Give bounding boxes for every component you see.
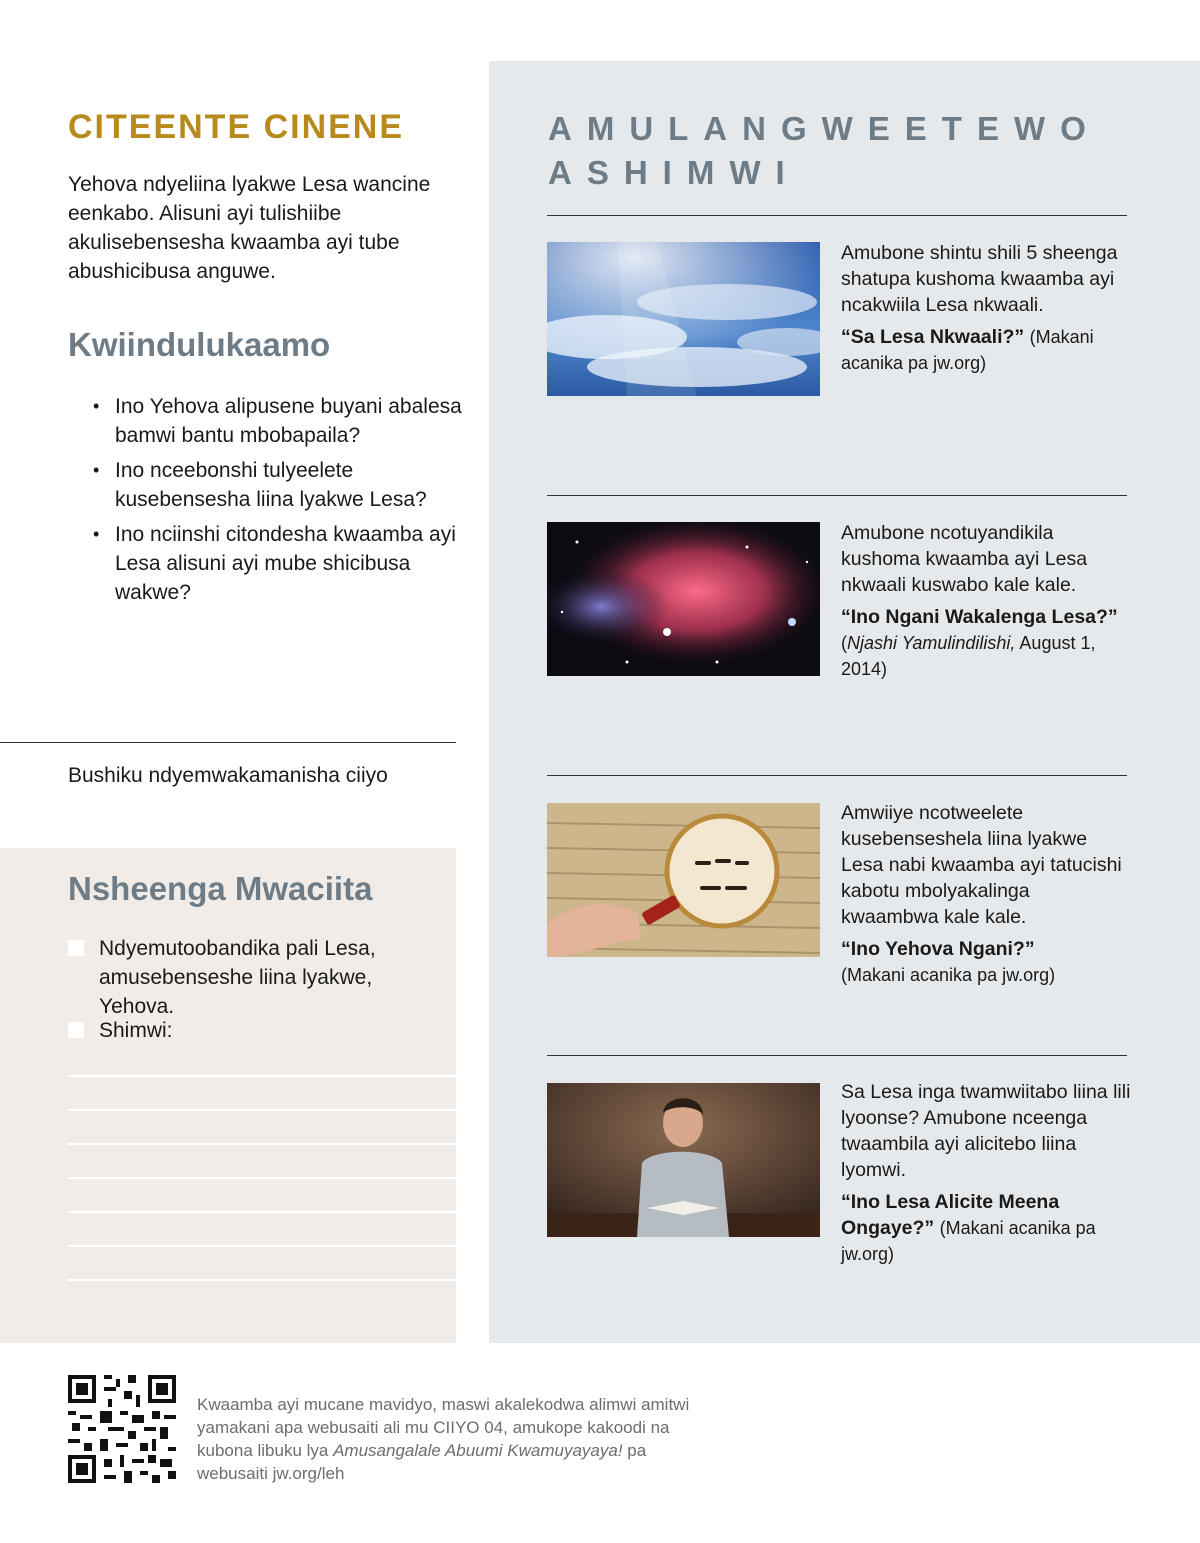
entry-source: (Njashi Yamulindilishi, August 1, 2014) <box>841 633 1096 679</box>
write-in-line[interactable] <box>68 1109 456 1111</box>
nebula-image[interactable] <box>547 522 820 676</box>
review-question-text: Ino Yehova alipusene buyani abalesa bamwi bantu mbobapaila? <box>115 395 462 447</box>
qr-code-graphic <box>68 1375 176 1483</box>
qr-code-icon[interactable] <box>68 1375 176 1483</box>
entry-description: Amwiiye ncotweelete kusebenseshela liina lyakwe Lesa nabi kwaamba ayi tatucishi kabotu mbolyakalinga kwaambwa kale kale. <box>841 802 1122 928</box>
review-question-text: Ino nciinshi citondesha kwaamba ayi Lesa alisuni ayi mube shicibusa wakwe? <box>115 523 456 604</box>
entry-title[interactable]: “Ino Lesa Alicite Meena Ongaye?” <box>841 1191 1060 1239</box>
write-in-line[interactable] <box>68 1143 456 1145</box>
write-in-line[interactable] <box>68 1177 456 1179</box>
reading-entry <box>841 800 1131 988</box>
nebula-illustration <box>547 522 820 676</box>
write-in-line[interactable] <box>68 1279 456 1281</box>
goals-panel <box>0 848 456 1343</box>
entry-description: Amubone ncotuyandikila kushoma kwaamba ayi Lesa nkwaali kuswabo kale kale. <box>841 522 1088 596</box>
summary-text: Yehova ndyeliina lyakwe Lesa wancine eenkabo. Alisuni ayi tulishiibe akulisebensesha kwaamba ayi tube abushicibusa anguwe. <box>68 173 431 283</box>
man-reading-image[interactable] <box>547 1083 820 1237</box>
goal-item <box>68 1016 448 1045</box>
completion-date-label: Bushiku ndyemwakamanisha ciiyo <box>68 764 388 787</box>
entry-title[interactable]: “Ino Yehova Ngani?” <box>841 938 1035 960</box>
divider <box>0 742 456 743</box>
review-question-text: Ino nceebonshi tulyeelete kusebensesha liina lyakwe Lesa? <box>115 459 427 511</box>
write-in-line[interactable] <box>68 1211 456 1213</box>
review-question <box>68 520 463 607</box>
reading-entry <box>841 520 1131 682</box>
review-heading: Kwiindulukaamo <box>68 326 331 363</box>
bullet-icon: • <box>93 396 100 416</box>
entry-citation[interactable] <box>841 1189 1131 1267</box>
man-reading-illustration <box>547 1083 820 1237</box>
write-in-line[interactable] <box>68 1245 456 1247</box>
entry-description: Amubone shintu shili 5 sheenga shatupa kushoma kwaamba ayi ncakwiila Lesa nkwaali. <box>841 242 1118 316</box>
reading-entry <box>841 240 1131 376</box>
goal-item <box>68 934 448 1021</box>
write-in-line[interactable] <box>68 1075 456 1077</box>
bullet-icon: • <box>93 460 100 480</box>
divider <box>547 495 1127 496</box>
review-question <box>68 456 463 514</box>
other-goal-label: Shimwi: <box>99 1019 173 1042</box>
entry-source: (Makani acanika pa jw.org) <box>841 327 1094 373</box>
goal-checkbox[interactable] <box>68 940 84 956</box>
entry-description: Sa Lesa inga twamwiitabo liina lili lyoonse? Amubone nceenga twaambila ayi alicitebo liina lyomwi. <box>841 1081 1131 1181</box>
review-questions-list <box>68 392 463 613</box>
sky-clouds-image[interactable] <box>547 242 820 396</box>
entry-title[interactable]: “Ino Ngani Wakalenga Lesa?” <box>841 606 1118 628</box>
entry-title[interactable]: “Sa Lesa Nkwaali?” <box>841 326 1025 348</box>
entry-source: (Makani acanika pa jw.org) <box>841 1218 1096 1264</box>
sky-clouds-illustration <box>547 242 820 396</box>
footer-note: Kwaamba ayi mucane mavidyo, maswi akalekodwa alimwi amitwi yamakani apa webusaiti ali mu CIIYO 04, amukope kakoodi na kubona libuku lya Amusangalale Abuumi Kwamuyayaya! pa webusaiti jw.org/leh <box>197 1395 690 1483</box>
reading-entry <box>841 1079 1131 1267</box>
divider <box>547 775 1127 776</box>
divider <box>547 215 1127 216</box>
further-reading-heading: AMULANGWEETEWO ASHIMWI <box>548 110 1101 191</box>
other-goal-checkbox[interactable] <box>68 1022 84 1038</box>
magnifying-glass-image[interactable] <box>547 803 820 957</box>
entry-citation[interactable] <box>841 324 1131 376</box>
summary-heading: CITEENTE CINENE <box>68 108 405 146</box>
book-title: Amusangalale Abuumi Kwamuyayaya! <box>333 1441 623 1460</box>
goals-heading: Nsheenga Mwaciita <box>68 870 373 907</box>
divider <box>547 1055 1127 1056</box>
goal-text: Ndyemutoobandika pali Lesa, amusebenseshe liina lyakwe, Yehova. <box>99 937 376 1018</box>
entry-source: (Makani acanika pa jw.org) <box>841 965 1056 985</box>
magnifying-glass-illustration <box>547 803 820 957</box>
review-question <box>68 392 463 450</box>
bullet-icon: • <box>93 524 100 544</box>
